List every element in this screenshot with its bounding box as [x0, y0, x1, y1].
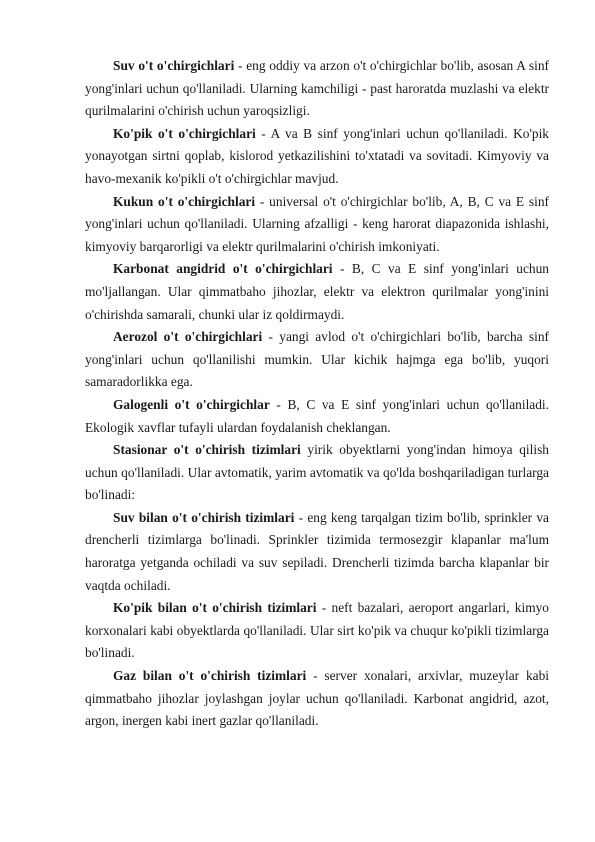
- paragraph-text: - server xonalari, arxivlar, muzeylar kabi qimmatbaho jihozlar joylashgan joylar uchun qo'llaniladi. Karbonat angidrid, azot, argon, inergen kabi inert gazlar qo'llaniladi.: [85, 668, 549, 729]
- paragraph-term: Aerozol o't o'chirgichlari: [113, 329, 263, 345]
- paragraph-term: Ko'pik o't o'chirgichlari: [113, 125, 256, 141]
- paragraph-powder-extinguishers: [85, 191, 549, 259]
- paragraph-text: - B, C va E sinf yong'inlari uchun qo'llaniladi. Ekologik xavflar tufayli ulardan foydalanish cheklangan.: [85, 396, 549, 435]
- paragraph-text: - eng oddiy va arzon o't o'chirgichlar bo'lib, asosan A sinf yong'inlari uchun qo'llaniladi. Ularning kamchiligi - past haroratda muzlashi va elektr qurilmalarini o'chirish uchun yaroqsizligi.: [85, 58, 549, 119]
- paragraph-aerosol-extinguishers: [85, 326, 549, 394]
- paragraph-water-systems: [85, 507, 549, 597]
- paragraph-text: - yangi avlod o't o'chirgichlari bo'lib, barcha sinf yong'inlari uchun qo'llanilishi mumkin. Ular kichik hajmga ega bo'lib, yuqori samaradorlikka ega.: [85, 329, 550, 390]
- paragraph-term: Stasionar o't o'chirish tizimlari: [113, 442, 301, 458]
- paragraph-term: Karbonat angidrid o't o'chirgichlari: [113, 261, 333, 277]
- paragraph-text: - B, C va E sinf yong'inlari uchun mo'ljallangan. Ular qimmatbaho jihozlar, elektr va elektron qurilmalar yong'inini o'chirishda samarali, chunki ular iz qoldirmaydi.: [85, 261, 549, 322]
- paragraph-text: - eng keng tarqalgan tizim bo'lib, sprinkler va drencherli tizimlarga bo'linadi. Sprinkler tizimida termosezgir klapanlar ma'lum haroratga yetganda ochiladi va suv sepiladi. Drencherli tizimda barcha klapanlar bir vaqtda ochiladi.: [85, 509, 550, 593]
- paragraph-foam-extinguishers: [85, 123, 549, 191]
- paragraph-water-extinguishers: [85, 55, 549, 123]
- paragraph-co2-extinguishers: [85, 258, 549, 326]
- paragraph-halogen-extinguishers: [85, 394, 549, 439]
- paragraph-gas-systems: [85, 665, 549, 733]
- paragraph-term: Suv o't o'chirgichlari: [113, 58, 235, 73]
- paragraph-term: Kukun o't o'chirgichlari: [113, 193, 256, 209]
- paragraph-term: Ko'pik bilan o't o'chirish tizimlari: [113, 600, 317, 616]
- paragraph-text: - neft bazalari, aeroport angarlari, kimyo korxonalari kabi obyektlarda qo'llaniladi. Ular sirt ko'pik va chuqur ko'pikli tizimlarga bo'linadi.: [85, 600, 550, 661]
- paragraph-text: yirik obyektlarni yong'indan himoya qilish uchun qo'llaniladi. Ular avtomatik, yarim avtomatik va qo'lda boshqariladigan turlarga bo'linadi:: [85, 442, 550, 503]
- document-body: [85, 55, 549, 733]
- paragraph-stationary-systems: [85, 439, 549, 507]
- paragraph-term: Gaz bilan o't o'chirish tizimlari: [113, 668, 307, 684]
- paragraph-foam-systems: [85, 597, 549, 665]
- paragraph-term: Galogenli o't o'chirgichlar: [113, 396, 270, 412]
- paragraph-text: - universal o't o'chirgichlar bo'lib, A, B, C va E sinf yong'inlari uchun qo'llaniladi. Ularning afzalligi - keng harorat diapazonida ishlashi, kimyoviy barqarorligi va elektr qurilmalarini o'chirish imkoniyati.: [85, 193, 549, 254]
- paragraph-term: Suv bilan o't o'chirish tizimlari: [113, 509, 295, 525]
- paragraph-text: - A va B sinf yong'inlari uchun qo'llaniladi. Ko'pik yonayotgan sirtni qoplab, kislorod yetkazilishini to'xtatadi va sovitadi. Kimyoviy va havo-mexanik ko'pikli o't o'chirgichlar mavjud.: [85, 125, 549, 186]
